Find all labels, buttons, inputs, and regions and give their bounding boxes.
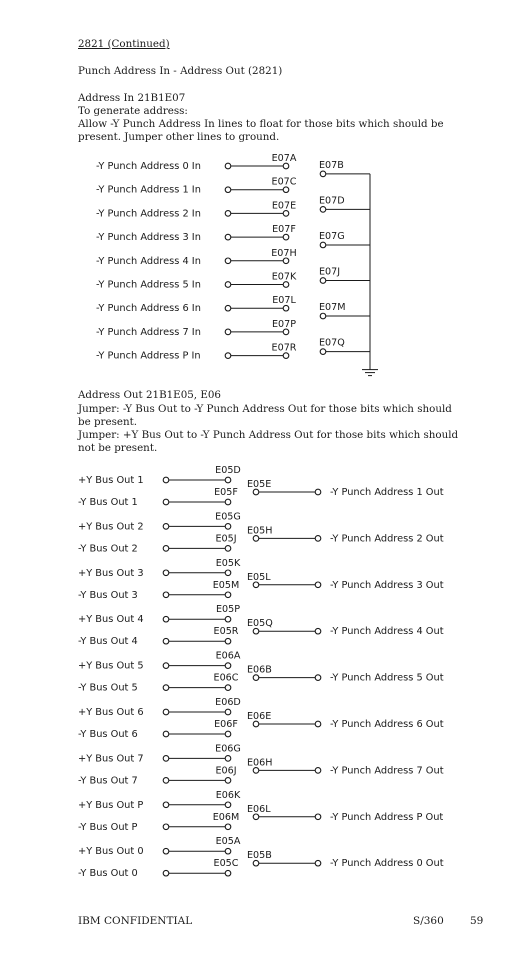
terminal-E05R: [225, 638, 231, 644]
terminal-E07E: [283, 211, 289, 217]
terminal-E05B: [253, 860, 259, 866]
punch-address-out-label: -Y Punch Address 0 Out: [330, 858, 444, 870]
punch-address-in-label: -Y Punch Address 1 In: [96, 184, 201, 196]
terminal-left: [163, 778, 169, 784]
terminal-left: [225, 282, 231, 288]
terminal-left: [163, 570, 169, 576]
terminal-left: [163, 524, 169, 530]
terminal-left: [163, 546, 169, 552]
terminal-label: E05B: [247, 850, 272, 862]
terminal-E05H: [253, 536, 259, 542]
minus-bus-out-label: -Y Bus Out P: [78, 821, 138, 833]
terminal-out: [315, 582, 321, 588]
terminal-E07C: [283, 187, 289, 193]
terminal-E07F: [283, 234, 289, 240]
terminal-left: [163, 756, 169, 762]
punch-address-out-label: -Y Punch Address 5 Out: [330, 672, 444, 684]
plus-bus-out-label: +Y Bus Out 5: [78, 660, 144, 672]
terminal-label: E05R: [213, 626, 239, 638]
terminal-label: E05D: [215, 465, 241, 476]
minus-bus-out-label: -Y Bus Out 3: [78, 589, 138, 601]
terminal-out: [315, 675, 321, 681]
terminal-E07P: [283, 329, 289, 335]
punch-address-in-label: -Y Punch Address 6 In: [96, 303, 201, 315]
terminal-label: E06A: [215, 650, 241, 662]
terminal-E07K: [283, 282, 289, 288]
terminal-label: E07H: [271, 247, 297, 259]
terminal-label: E07R: [271, 342, 297, 354]
terminal-E05G: [225, 524, 231, 530]
plus-bus-out-label: +Y Bus Out 1: [78, 475, 144, 486]
address-out-line: Jumper: -Y Bus Out to -Y Punch Address Out for those bits which should: [78, 403, 452, 415]
minus-bus-out-label: -Y Bus Out 1: [78, 497, 138, 508]
terminal-label: E06K: [215, 789, 241, 801]
minus-bus-out-label: -Y Bus Out 5: [78, 682, 138, 694]
punch-address-in-label: -Y Punch Address 4 In: [96, 255, 201, 267]
terminal-label: E06E: [247, 711, 272, 722]
punch-address-out-label: -Y Punch Address 3 Out: [330, 579, 444, 591]
terminal-E06F: [225, 731, 231, 737]
terminal-label: E05K: [215, 557, 241, 569]
address-out-heading: Address Out 21B1E05, E06: [78, 389, 221, 401]
terminal-out: [315, 628, 321, 634]
bus-terminal-label: E07G: [319, 230, 345, 242]
terminal-left: [163, 616, 169, 622]
bus-terminal-E07Q: [320, 349, 326, 355]
terminal-left: [225, 258, 231, 264]
terminal-left: [225, 353, 231, 359]
terminal-label: E07C: [271, 176, 297, 188]
minus-bus-out-label: -Y Bus Out 7: [78, 775, 138, 787]
terminal-label: E05F: [214, 487, 238, 498]
plus-bus-out-label: +Y Bus Out P: [78, 799, 144, 811]
terminal-out: [315, 489, 321, 495]
punch-address-out-label: -Y Punch Address 4 Out: [330, 626, 444, 638]
terminal-E06H: [253, 768, 259, 774]
terminal-left: [163, 638, 169, 644]
terminal-E05K: [225, 570, 231, 576]
page-heading: 2821 (Continued): [78, 38, 170, 50]
terminal-label: E05M: [212, 579, 240, 591]
terminal-label: E05L: [247, 571, 271, 583]
terminal-E07A: [283, 163, 289, 169]
terminal-out: [315, 860, 321, 866]
terminal-label: E06C: [213, 672, 239, 684]
address-out-line: not be present.: [78, 442, 158, 454]
minus-bus-out-label: -Y Bus Out 2: [78, 543, 138, 555]
bus-terminal-label: E07D: [319, 195, 345, 207]
plus-bus-out-label: +Y Bus Out 4: [78, 614, 144, 626]
terminal-left: [163, 824, 169, 830]
terminal-E05C: [225, 870, 231, 876]
plus-bus-out-label: +Y Bus Out 6: [78, 707, 144, 718]
terminal-left: [225, 187, 231, 193]
bus-terminal-E07D: [320, 207, 326, 213]
terminal-label: E07A: [271, 153, 297, 164]
terminal-out: [315, 536, 321, 542]
terminal-label: E07F: [272, 224, 296, 236]
bus-terminal-label: E07Q: [319, 337, 345, 349]
terminal-label: E06H: [247, 757, 273, 769]
terminal-E06C: [225, 685, 231, 691]
plus-bus-out-label: +Y Bus Out 7: [78, 753, 144, 765]
terminal-label: E06M: [212, 811, 240, 823]
terminal-E05F: [225, 499, 231, 505]
terminal-E05L: [253, 582, 259, 588]
terminal-label: E05P: [215, 604, 241, 616]
bus-terminal-E07G: [320, 242, 326, 248]
terminal-label: E05E: [247, 479, 272, 490]
bus-terminal-label: E07M: [319, 302, 346, 314]
punch-address-out-label: -Y Punch Address 6 Out: [330, 719, 444, 730]
punch-address-in-label: -Y Punch Address 2 In: [96, 208, 201, 220]
bus-terminal-label: E07B: [319, 159, 344, 171]
terminal-out: [315, 768, 321, 774]
terminal-E05P: [225, 616, 231, 622]
terminal-E05D: [225, 477, 231, 483]
terminal-label: E06D: [215, 697, 241, 708]
terminal-out: [315, 814, 321, 820]
terminal-left: [225, 305, 231, 311]
terminal-E06G: [225, 756, 231, 762]
terminal-left: [163, 731, 169, 737]
terminal-label: E05H: [247, 525, 273, 537]
terminal-E05J: [225, 546, 231, 552]
punch-address-in-label: -Y Punch Address P In: [96, 350, 201, 362]
punch-address-out-label: -Y Punch Address 7 Out: [330, 765, 444, 777]
terminal-left: [163, 802, 169, 808]
terminal-left: [225, 329, 231, 335]
punch-address-out-label: -Y Punch Address 1 Out: [330, 487, 444, 498]
terminal-E06M: [225, 824, 231, 830]
plus-bus-out-label: +Y Bus Out 3: [78, 567, 144, 579]
terminal-left: [163, 848, 169, 854]
address-in-line: To generate address:: [78, 105, 188, 117]
terminal-label: E06L: [247, 803, 271, 815]
address-in-line: Allow -Y Punch Address In lines to float for those bits which should be: [78, 118, 444, 130]
terminal-label: E05G: [215, 511, 241, 523]
address-out-line: Jumper: +Y Bus Out to -Y Punch Address Out for those bits which should: [78, 429, 459, 441]
terminal-out: [315, 721, 321, 727]
terminal-E06L: [253, 814, 259, 820]
terminal-E06E: [253, 721, 259, 727]
punch-address-out-label: -Y Punch Address P Out: [330, 811, 444, 823]
plus-bus-out-label: +Y Bus Out 0: [78, 846, 144, 858]
terminal-E05A: [225, 848, 231, 854]
terminal-E05M: [225, 592, 231, 598]
address-out-line: be present.: [78, 416, 137, 428]
terminal-E06D: [225, 709, 231, 715]
punch-address-in-label: -Y Punch Address 5 In: [96, 279, 201, 291]
terminal-label: E06F: [214, 719, 238, 730]
minus-bus-out-label: -Y Bus Out 4: [78, 636, 138, 648]
terminal-left: [163, 709, 169, 715]
terminal-label: E05A: [215, 836, 241, 848]
terminal-left: [163, 592, 169, 598]
terminal-left: [163, 477, 169, 483]
terminal-E07R: [283, 353, 289, 359]
terminal-E06J: [225, 778, 231, 784]
terminal-left: [225, 234, 231, 240]
footer-model: S/360: [413, 915, 444, 927]
address-in-heading: Address In 21B1E07: [78, 92, 186, 104]
bus-terminal-E07B: [320, 171, 326, 177]
terminal-left: [225, 163, 231, 169]
terminal-left: [163, 870, 169, 876]
terminal-label: E06B: [247, 664, 272, 676]
terminal-E05E: [253, 489, 259, 495]
footer-confidential: IBM CONFIDENTIAL: [78, 915, 193, 927]
section-title: Punch Address In - Address Out (2821): [78, 65, 283, 77]
footer-page-number: 59: [470, 915, 484, 927]
bus-terminal-label: E07J: [319, 266, 341, 278]
terminal-E06A: [225, 663, 231, 669]
terminal-left: [163, 685, 169, 691]
terminal-label: E05J: [215, 533, 237, 545]
terminal-label: E07P: [271, 318, 297, 330]
terminal-label: E07L: [272, 295, 296, 307]
punch-address-in-label: -Y Punch Address 0 In: [96, 161, 201, 172]
minus-bus-out-label: -Y Bus Out 6: [78, 729, 138, 740]
terminal-E07L: [283, 305, 289, 311]
terminal-E06K: [225, 802, 231, 808]
terminal-label: E06G: [215, 743, 241, 755]
terminal-label: E05C: [213, 858, 239, 870]
terminal-label: E06J: [215, 765, 237, 777]
punch-address-out-label: -Y Punch Address 2 Out: [330, 533, 444, 545]
plus-bus-out-label: +Y Bus Out 2: [78, 521, 144, 533]
punch-address-in-label: -Y Punch Address 3 In: [96, 232, 201, 244]
terminal-left: [225, 211, 231, 217]
bus-terminal-E07J: [320, 278, 326, 284]
terminal-left: [163, 499, 169, 505]
address-in-line: present. Jumper other lines to ground.: [78, 131, 280, 143]
terminal-label: E05Q: [247, 618, 273, 630]
terminal-left: [163, 663, 169, 669]
terminal-label: E07K: [271, 271, 297, 283]
bus-terminal-E07M: [320, 313, 326, 319]
punch-address-in-label: -Y Punch Address 7 In: [96, 326, 201, 338]
minus-bus-out-label: -Y Bus Out 0: [78, 868, 138, 880]
terminal-label: E07E: [271, 200, 297, 212]
terminal-E06B: [253, 675, 259, 681]
terminal-E07H: [283, 258, 289, 264]
terminal-E05Q: [253, 628, 259, 634]
